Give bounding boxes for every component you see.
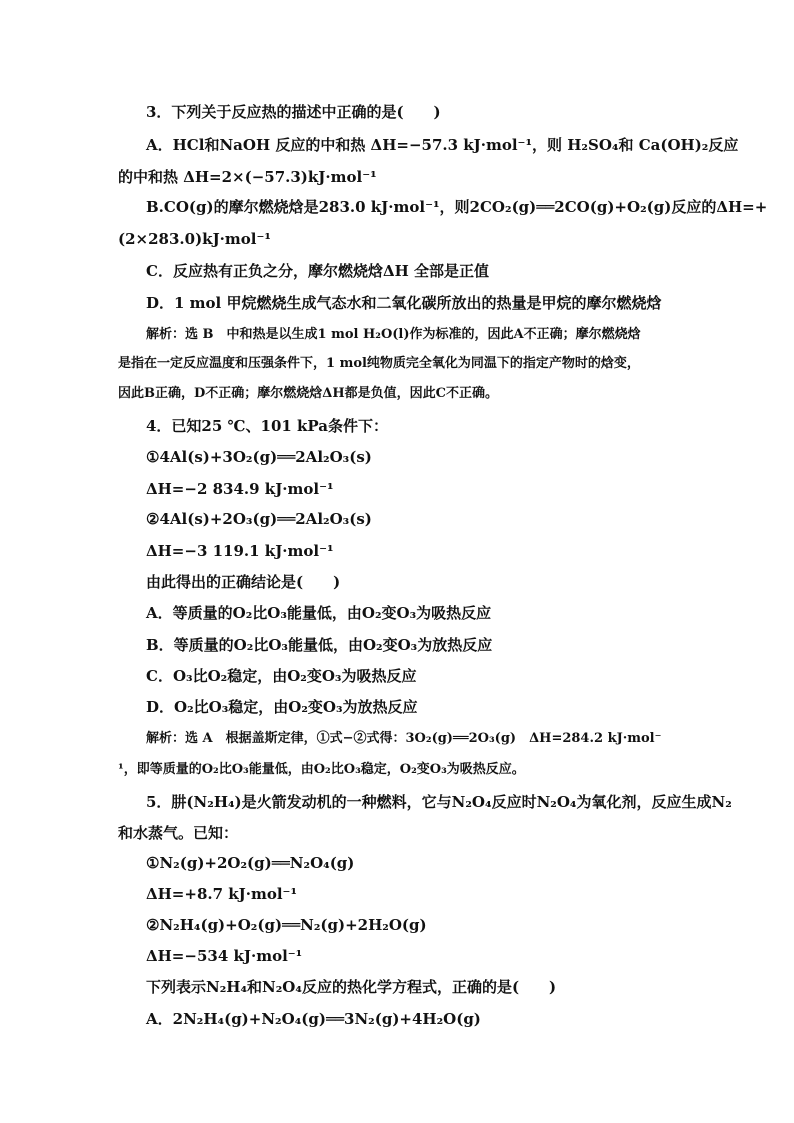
question-5-enthalpy-2: ΔH=−534 kJ·mol⁻¹ (146, 947, 303, 965)
question-5-equation-1: ①N₂(g)+2O₂(g)══N₂O₄(g) (146, 854, 355, 872)
question-3-option-a-cont: 的中和热 ΔH=2×(−57.3)kJ·mol⁻¹ (118, 168, 377, 186)
question-3-analysis-1: 解析：选 B 中和热是以生成1 mol H₂O(l)作为标准的，因此A不正确；摩尔燃烧焓 (146, 327, 641, 342)
question-5-option-a: A．2N₂H₄(g)+N₂O₄(g)══3N₂(g)+4H₂O(g) (146, 1010, 481, 1028)
question-5-stem-cont: 和水蒸气。已知： (118, 824, 239, 842)
question-5-enthalpy-1: ΔH=+8.7 kJ·mol⁻¹ (146, 885, 298, 903)
question-4-option-d: D．O₂比O₃稳定，由O₂变O₃为放热反应 (146, 698, 418, 716)
question-3-analysis-3: 因此B正确，D不正确；摩尔燃烧焓ΔH都是负值，因此C不正确。 (118, 386, 498, 401)
question-3-option-b: B.CO(g)的摩尔燃烧焓是283.0 kJ·mol⁻¹，则2CO₂(g)══2CO(g)+O₂(g)反应的ΔH=+ (146, 198, 768, 216)
question-3-stem: 3．下列关于反应热的描述中正确的是( ) (146, 103, 441, 121)
question-4-enthalpy-2: ΔH=−3 119.1 kJ·mol⁻¹ (146, 542, 334, 560)
question-5-equation-2: ②N₂H₄(g)+O₂(g)══N₂(g)+2H₂O(g) (146, 916, 427, 934)
question-3-analysis-2: 是指在一定反应温度和压强条件下，1 mol纯物质完全氧化为同温下的指定产物时的焓变， (118, 356, 640, 371)
question-3-option-d: D．1 mol 甲烷燃烧生成气态水和二氧化碳所放出的热量是甲烷的摩尔燃烧焓 (146, 294, 662, 312)
question-4-enthalpy-1: ΔH=−2 834.9 kJ·mol⁻¹ (146, 480, 334, 498)
question-3-option-a: A．HCl和NaOH 反应的中和热 ΔH=−57.3 kJ·mol⁻¹，则 H₂SO₄和 Ca(OH)₂反应 (146, 136, 739, 154)
question-3-option-c: C．反应热有正负之分，摩尔燃烧焓ΔH 全部是正值 (146, 262, 489, 280)
question-4-analysis-1: 解析：选 A 根据盖斯定律，①式−②式得：3O₂(g)══2O₃(g) ΔH=284.2 kJ·mol⁻ (146, 731, 662, 746)
question-4-stem: 4．已知25 ℃、101 kPa条件下： (146, 417, 389, 435)
question-4-option-b: B．等质量的O₂比O₃能量低，由O₂变O₃为放热反应 (146, 636, 493, 654)
question-4-equation-2: ②4Al(s)+2O₃(g)══2Al₂O₃(s) (146, 510, 372, 528)
question-5-stem: 5．肼(N₂H₄)是火箭发动机的一种燃料，它与N₂O₄反应时N₂O₄为氧化剂，反应生成N₂ (146, 793, 732, 811)
question-4-option-a: A．等质量的O₂比O₃能量低，由O₂变O₃为吸热反应 (146, 604, 492, 622)
question-4-analysis-2: ¹，即等质量的O₂比O₃能量低，由O₂比O₃稳定，O₂变O₃为吸热反应。 (118, 762, 525, 777)
question-3-option-b-cont: (2×283.0)kJ·mol⁻¹ (118, 230, 271, 248)
question-5-prompt: 下列表示N₂H₄和N₂O₄反应的热化学方程式，正确的是( ) (146, 978, 557, 996)
question-4-option-c: C．O₃比O₂稳定，由O₂变O₃为吸热反应 (146, 667, 417, 685)
question-4-equation-1: ①4Al(s)+3O₂(g)══2Al₂O₃(s) (146, 448, 372, 466)
question-4-prompt: 由此得出的正确结论是( ) (146, 573, 341, 591)
